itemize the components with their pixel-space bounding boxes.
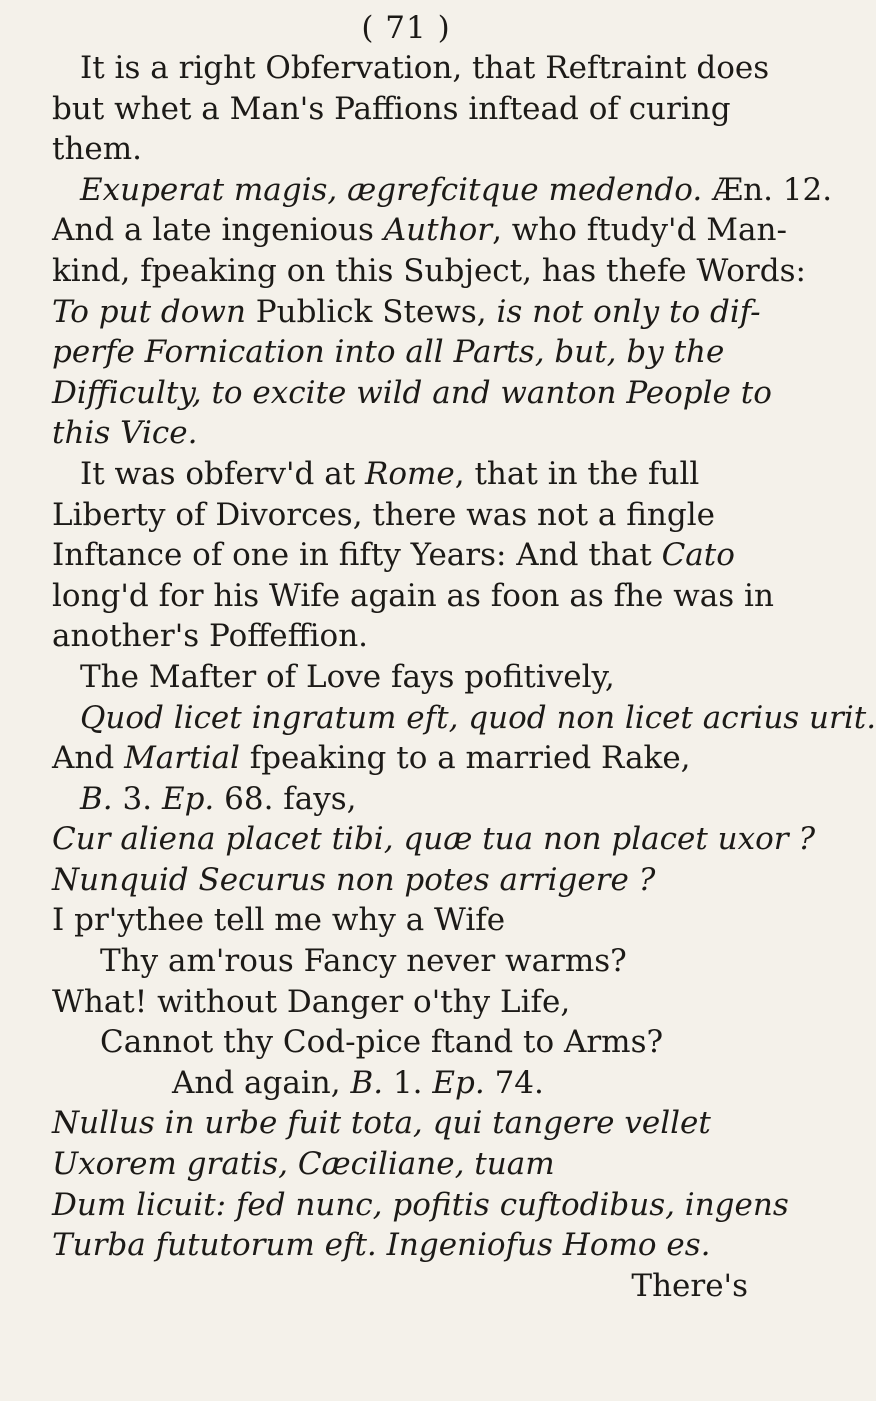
italic-text: Author xyxy=(383,212,493,249)
text-line xyxy=(52,413,760,454)
italic-text: Ep. xyxy=(432,1064,485,1101)
text-line xyxy=(52,860,760,901)
roman-text: Publick Stews, xyxy=(245,293,497,330)
italic-text: Martial xyxy=(124,740,240,777)
roman-text: Thy am'rous Fancy never warms? xyxy=(100,943,627,980)
roman-text: them. xyxy=(52,131,143,168)
italic-text: is not only to dif- xyxy=(496,293,761,330)
text-line xyxy=(52,941,760,982)
italic-text: Nullus in urbe fuit tota, qui tangere vellet xyxy=(52,1105,711,1142)
roman-text: And xyxy=(52,740,125,777)
text-line xyxy=(52,1063,760,1104)
text-line xyxy=(52,576,774,617)
roman-text: kind, fpeaking on this Subject, has thefe Words: xyxy=(52,252,806,289)
italic-text: Rome xyxy=(365,455,455,492)
italic-text: Cato xyxy=(661,537,735,574)
text-line xyxy=(52,1144,760,1185)
roman-text: I pr'ythee tell me why a Wife xyxy=(52,902,506,939)
roman-text: What! without Danger o'thy Life, xyxy=(52,983,571,1020)
italic-text: B. xyxy=(80,780,113,817)
italic-text: Exuperat magis, ægrefcitque medendo. xyxy=(80,171,703,208)
italic-text: Ep. xyxy=(161,780,215,817)
roman-text: Æn. 12. xyxy=(702,171,833,208)
page-text xyxy=(52,48,876,1306)
text-line xyxy=(52,495,760,536)
text-line xyxy=(52,1225,760,1266)
roman-text: Cannot thy Cod-pice ftand to Arms? xyxy=(100,1024,664,1061)
page-number: ( 71 ) xyxy=(361,10,451,46)
roman-text: And again, xyxy=(172,1064,351,1101)
text-line xyxy=(52,210,787,251)
roman-text: , that in the full xyxy=(454,455,700,492)
text-line xyxy=(52,332,760,373)
text-line xyxy=(52,454,760,495)
text-line xyxy=(52,535,760,576)
italic-text: perfe Fornication into all Parts, but, by the xyxy=(52,334,725,371)
text-line xyxy=(52,738,760,779)
roman-text: fpeaking to a married Rake, xyxy=(239,740,691,777)
roman-text: long'd for his Wife again as foon as fhe was in xyxy=(52,577,774,614)
text-line xyxy=(52,89,760,130)
text-line xyxy=(52,1266,760,1307)
text-line xyxy=(52,251,806,292)
text-line xyxy=(52,129,760,170)
roman-text: Liberty of Divorces, there was not a fingle xyxy=(52,496,716,533)
text-line xyxy=(52,1022,760,1063)
roman-text: It is a right Obfervation, that Reftraint does xyxy=(80,50,770,86)
text-line xyxy=(52,698,876,739)
italic-text: B. xyxy=(350,1064,384,1101)
text-line xyxy=(52,1103,760,1144)
text-line xyxy=(52,779,760,820)
roman-text: but whet a Man's Paffions inftead of curing xyxy=(52,90,731,127)
italic-text: Cur aliena placet tibi, quæ tua non placet uxor ? xyxy=(52,821,816,858)
roman-text: Inftance of one in fifty Years: And that xyxy=(52,537,662,574)
roman-text: The Mafter of Love fays pofitively, xyxy=(80,658,615,695)
italic-text: Difficulty, to excite wild and wanton People to xyxy=(52,374,772,411)
text-line xyxy=(52,982,760,1023)
text-line xyxy=(52,900,760,941)
italic-text: this Vice. xyxy=(52,415,198,452)
italic-text: To put down xyxy=(52,293,246,330)
roman-text: And a late ingenious xyxy=(52,212,384,249)
roman-text: It was obferv'd at xyxy=(80,455,366,492)
italic-text: Nunquid Securus non potes arrigere ? xyxy=(52,861,656,898)
text-line xyxy=(52,48,770,89)
roman-text: 3. xyxy=(112,780,162,817)
text-line xyxy=(52,657,760,698)
italic-text: Quod licet ingratum eft, quod non licet acrius urit. xyxy=(80,699,876,736)
italic-text: Dum licuit: fed nunc, pofitis cuftodibus, ingens xyxy=(52,1186,789,1223)
italic-text: Turba fututorum eft. Ingeniofus Homo es. xyxy=(52,1227,711,1264)
roman-text: another's Poffeffion. xyxy=(52,618,369,655)
roman-text: There's xyxy=(631,1267,748,1304)
text-line xyxy=(52,292,760,333)
text-line xyxy=(52,1185,789,1226)
text-line xyxy=(52,616,760,657)
roman-text: , who ftudy'd Man- xyxy=(492,212,787,249)
roman-text: 68. fays, xyxy=(214,780,357,817)
italic-text: Uxorem gratis, Cæciliane, tuam xyxy=(52,1146,555,1183)
roman-text: 74. xyxy=(484,1064,544,1101)
text-line xyxy=(52,170,833,211)
roman-text: 1. xyxy=(383,1064,433,1101)
text-line xyxy=(52,819,816,860)
text-line xyxy=(52,373,772,414)
